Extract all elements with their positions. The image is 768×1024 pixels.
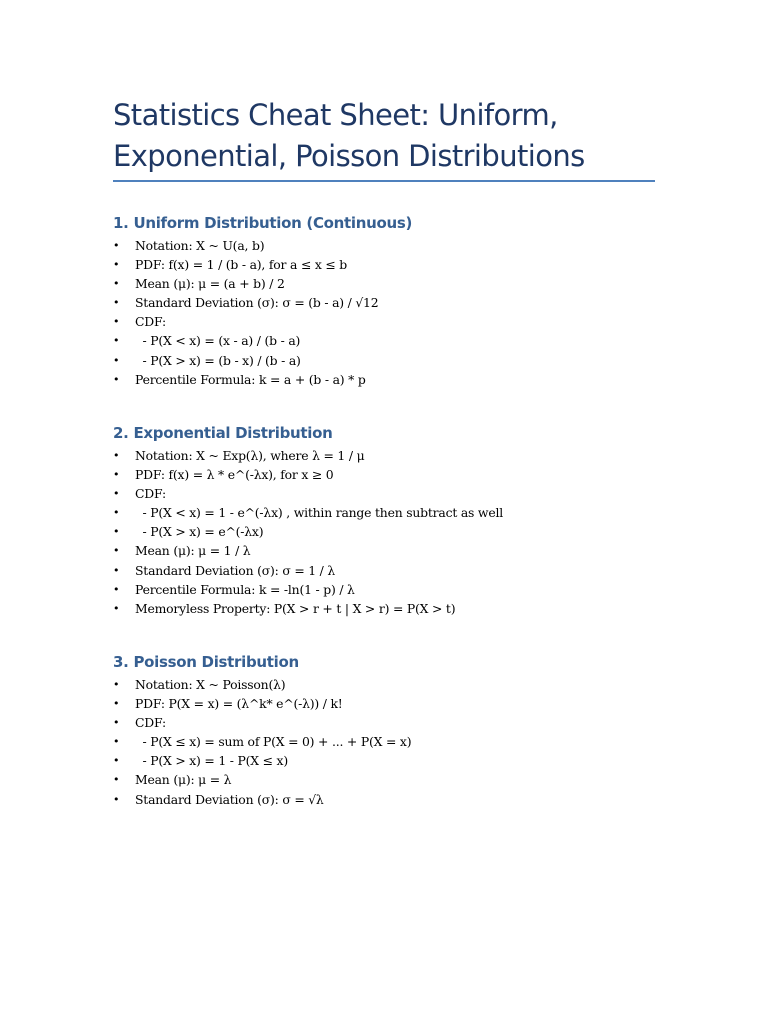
list-item bbox=[113, 694, 673, 713]
list-item-text: Mean (μ): μ = 1 / λ bbox=[135, 543, 251, 559]
list-item bbox=[113, 236, 673, 255]
list-item bbox=[113, 293, 673, 312]
bullet-icon: • bbox=[113, 258, 120, 272]
list-item bbox=[113, 561, 673, 580]
list-item-text: PDF: f(x) = 1 / (b - a), for a ≤ x ≤ b bbox=[135, 257, 348, 273]
bullet-icon: • bbox=[113, 334, 120, 348]
list-item bbox=[113, 370, 673, 389]
list-item-text: Memoryless Property: P(X > r + t | X > r) = P(X > t) bbox=[135, 600, 456, 616]
list-item bbox=[113, 522, 673, 541]
bullet-icon: • bbox=[113, 735, 120, 749]
list-item-text: Standard Deviation (σ): σ = √λ bbox=[135, 791, 324, 807]
list-item bbox=[113, 751, 673, 770]
bullet-icon: • bbox=[113, 678, 120, 691]
list-item bbox=[113, 675, 673, 694]
section-poisson-distribution bbox=[113, 652, 673, 809]
list-item-text: Standard Deviation (σ): σ = 1 / λ bbox=[135, 562, 336, 578]
list-item bbox=[113, 484, 673, 503]
title-underline bbox=[113, 180, 655, 182]
bullet-icon: • bbox=[113, 315, 120, 329]
bullet-icon: • bbox=[113, 449, 120, 462]
list-item-text: CDF: bbox=[135, 715, 166, 731]
bullet-icon: • bbox=[113, 296, 120, 310]
list-item-text: - P(X < x) = (x - a) / (b - a) bbox=[135, 333, 301, 349]
list-item-text: PDF: f(x) = λ * e^(-λx), for x ≥ 0 bbox=[135, 467, 334, 483]
list-item-text: Mean (μ): μ = (a + b) / 2 bbox=[135, 276, 285, 292]
list-item-text: Mean (μ): μ = λ bbox=[135, 772, 232, 788]
list-item-text: - P(X > x) = e^(-λx) bbox=[135, 524, 264, 540]
list-item-text: - P(X > x) = (b - x) / (b - a) bbox=[135, 352, 301, 368]
list-item bbox=[113, 312, 673, 331]
list-item-text: - P(X < x) = 1 - e^(-λx) , within range then subtract as well bbox=[135, 505, 503, 521]
list-item-text: CDF: bbox=[135, 486, 166, 502]
list-item-text: Notation: X ~ Exp(λ), where λ = 1 / μ bbox=[135, 448, 365, 463]
list-item bbox=[113, 770, 673, 789]
list-item bbox=[113, 465, 673, 484]
page-title: Statistics Cheat Sheet: Uniform, Exponential, Poisson Distributions bbox=[113, 98, 585, 173]
section-exponential-distribution bbox=[113, 423, 673, 618]
list-item bbox=[113, 599, 673, 618]
list-item-text: - P(X ≤ x) = sum of P(X = 0) + ... + P(X = x) bbox=[135, 734, 412, 750]
bullet-list bbox=[113, 446, 673, 618]
section-heading: 3. Poisson Distribution bbox=[113, 653, 299, 671]
list-item bbox=[113, 331, 673, 350]
bullet-icon: • bbox=[113, 582, 120, 596]
bullet-icon: • bbox=[113, 716, 120, 730]
bullet-icon: • bbox=[113, 277, 120, 291]
list-item-text: Standard Deviation (σ): σ = (b - a) / √12 bbox=[135, 295, 379, 311]
section-heading: 2. Exponential Distribution bbox=[113, 424, 333, 442]
list-item-text: - P(X > x) = 1 - P(X ≤ x) bbox=[135, 753, 288, 769]
bullet-icon: • bbox=[113, 372, 120, 386]
bullet-icon: • bbox=[113, 563, 120, 577]
bullet-icon: • bbox=[113, 506, 120, 520]
list-item-text: CDF: bbox=[135, 314, 166, 330]
list-item-text: PDF: P(X = x) = (λ^k* e^(-λ)) / k! bbox=[135, 696, 343, 712]
bullet-icon: • bbox=[113, 239, 120, 252]
list-item bbox=[113, 351, 673, 370]
list-item bbox=[113, 274, 673, 293]
section-uniform-distribution bbox=[113, 213, 673, 389]
bullet-icon: • bbox=[113, 525, 120, 539]
list-item-text: Percentile Formula: k = -ln(1 - p) / λ bbox=[135, 581, 355, 597]
bullet-list bbox=[113, 236, 673, 389]
list-item-text: Notation: X ~ Poisson(λ) bbox=[135, 677, 286, 692]
bullet-icon: • bbox=[113, 544, 120, 558]
bullet-icon: • bbox=[113, 353, 120, 367]
list-item bbox=[113, 732, 673, 751]
bullet-icon: • bbox=[113, 487, 120, 501]
list-item-text: Notation: X ~ U(a, b) bbox=[135, 238, 265, 253]
list-item bbox=[113, 446, 673, 465]
bullet-icon: • bbox=[113, 792, 120, 806]
bullet-icon: • bbox=[113, 697, 120, 711]
list-item-text: Percentile Formula: k = a + (b - a) * p bbox=[135, 371, 366, 387]
bullet-icon: • bbox=[113, 773, 120, 787]
list-item bbox=[113, 790, 673, 809]
bullet-icon: • bbox=[113, 601, 120, 615]
section-heading: 1. Uniform Distribution (Continuous) bbox=[113, 214, 413, 232]
list-item bbox=[113, 255, 673, 274]
list-item bbox=[113, 580, 673, 599]
bullet-icon: • bbox=[113, 468, 120, 482]
list-item bbox=[113, 541, 673, 560]
bullet-list bbox=[113, 675, 673, 809]
list-item bbox=[113, 503, 673, 522]
list-item bbox=[113, 713, 673, 732]
bullet-icon: • bbox=[113, 754, 120, 768]
